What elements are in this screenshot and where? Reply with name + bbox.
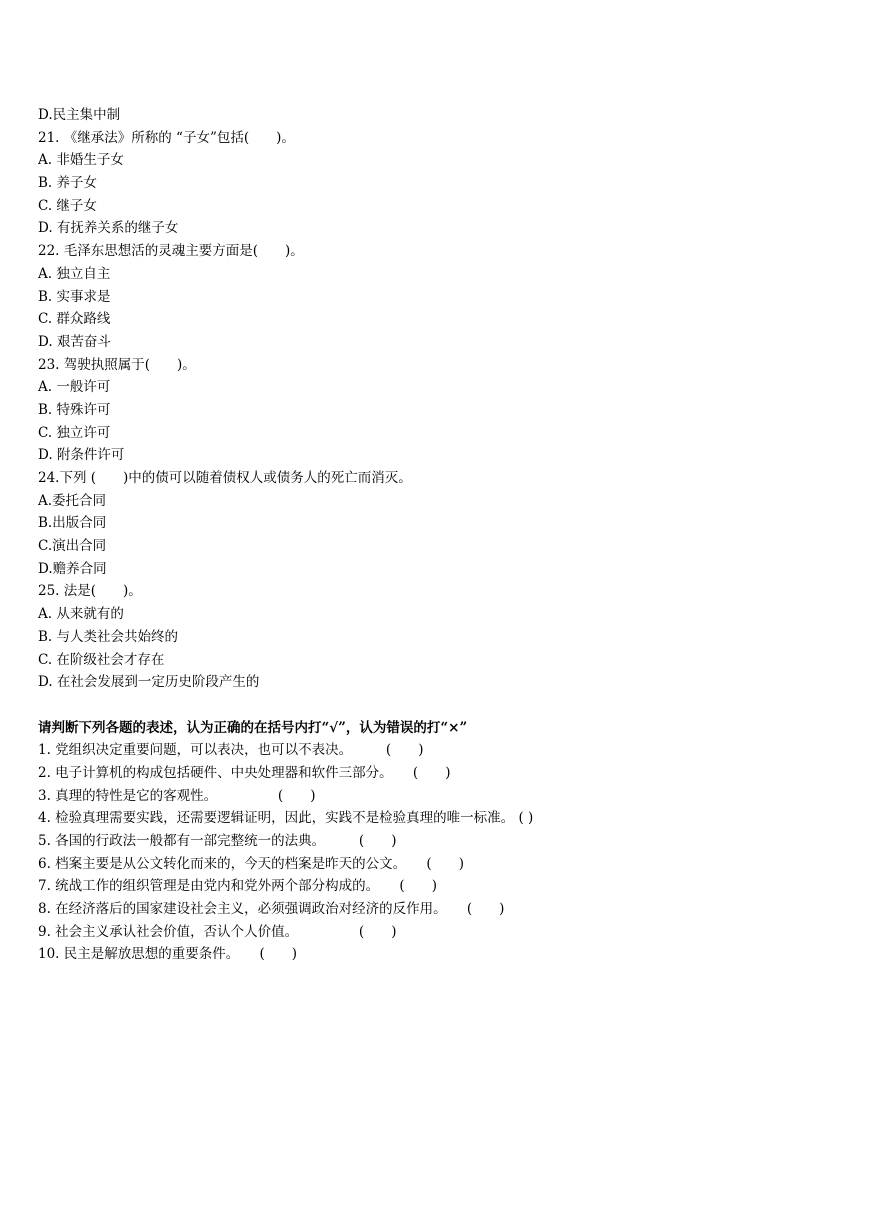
judgment-line: 9. 社会主义承认社会价值，否认个人价值。 ( ) — [38, 923, 397, 940]
question-line: D.赡养合同 — [38, 560, 107, 577]
judgment-line: 4. 检验真理需要实践，还需要逻辑证明，因此，实践不是检验真理的唯一标准。 ( ) — [38, 810, 534, 827]
question-line: C. 群众路线 — [38, 311, 111, 328]
question-line: C. 继子女 — [38, 197, 97, 214]
question-line: D. 附条件许可 — [38, 447, 125, 464]
judgment-line: 6. 档案主要是从公文转化而来的，今天的档案是昨天的公文。 ( ) — [38, 855, 464, 872]
document-page — [38, 104, 838, 966]
question-line: B. 特殊许可 — [38, 401, 111, 418]
question-line: 22. 毛泽东思想活的灵魂主要方面是( )。 — [38, 243, 304, 260]
judgment-line: 8. 在经济落后的国家建设社会主义，必须强调政治对经济的反作用。 ( ) — [38, 901, 505, 918]
judgment-line: 7. 统战工作的组织管理是由党内和党外两个部分构成的。 ( ) — [38, 878, 437, 895]
question-line: C.演出合同 — [38, 538, 107, 555]
question-line: D. 有抚养关系的继子女 — [38, 220, 179, 237]
question-line: B. 养子女 — [38, 175, 98, 192]
question-line: A. 从来就有的 — [38, 606, 124, 623]
section-heading — [38, 694, 838, 717]
judgment-instruction: 请判断下列各题的表述，认为正确的在括号内打“√”，认为错误的打“×” — [38, 719, 468, 736]
judgment-line: 1. 党组织决定重要问题，可以表决，也可以不表决。 ( ) — [38, 742, 424, 759]
question-line: 24.下列 ( )中的债可以随着债权人或债务人的死亡而消灭。 — [38, 470, 412, 486]
judgment-line: 2. 电子计算机的构成包括硬件、中央处理器和软件三部分。 ( ) — [38, 764, 451, 781]
question-line: A. 非婚生子女 — [38, 152, 124, 169]
judgment-line: 10. 民主是解放思想的重要条件。 ( ) — [38, 946, 298, 963]
question-line: B.出版合同 — [38, 515, 107, 532]
question-line: 25. 法是( )。 — [38, 583, 142, 600]
question-line: B. 实事求是 — [38, 288, 111, 305]
question-line: A.委托合同 — [38, 492, 107, 509]
question-line: A. 一般许可 — [38, 379, 111, 396]
judgment-section — [38, 739, 838, 966]
question-line: D. 在社会发展到一定历史阶段产生的 — [38, 674, 260, 691]
question-line: D. 艰苦奋斗 — [38, 333, 111, 350]
question-line: B. 与人类社会共始终的 — [38, 628, 179, 645]
question-line: D.民主集中制 — [38, 107, 121, 123]
question-line: A. 独立自主 — [38, 265, 111, 282]
judgment-line: 3. 真理的特性是它的客观性。 ( ) — [38, 787, 316, 804]
question-line: C. 独立许可 — [38, 424, 111, 441]
judgment-line: 5. 各国的行政法一般都有一部完整统一的法典。 ( ) — [38, 833, 397, 849]
question-line: 23. 驾驶执照属于( )。 — [38, 356, 196, 373]
multiple-choice-section — [38, 104, 838, 694]
question-line: 21. 《继承法》所称的 “子女”包括( )。 — [38, 129, 295, 146]
question-line: C. 在阶级社会才存在 — [38, 651, 165, 668]
